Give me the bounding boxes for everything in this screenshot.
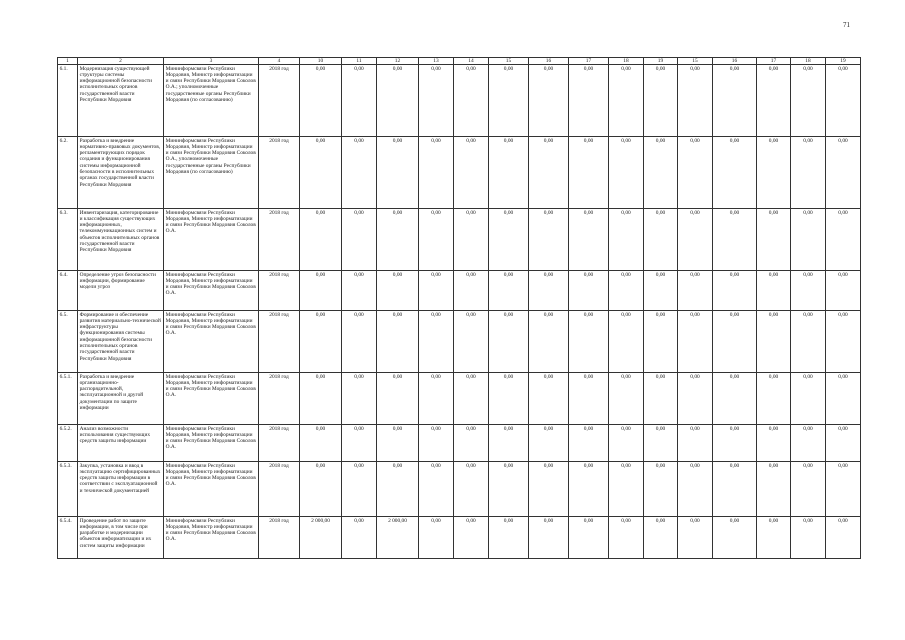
executor-cell: Мининформсвязи Республики Мордовия, Министр информатизации и связи Республики Мордовия Соколов О.А. [164,311,259,373]
value-cell: 0,00 [377,462,419,517]
value-cell: 0,00 [713,425,757,462]
value-cell: 0,00 [757,462,791,517]
year-cell: 2018 год [259,65,300,137]
value-cell: 0,00 [791,373,826,425]
value-cell: 0,00 [678,373,713,425]
value-cell: 0,00 [678,209,713,271]
value-cell: 0,00 [419,425,454,462]
header-cell: 13 [419,58,454,65]
value-cell: 0,00 [826,271,861,311]
value-cell: 0,00 [791,517,826,559]
year-cell: 2018 год [259,517,300,559]
value-cell: 0,00 [569,137,609,209]
header-cell: 16 [529,58,569,65]
value-cell: 0,00 [342,425,377,462]
value-cell: 0,00 [757,517,791,559]
value-cell: 0,00 [300,373,342,425]
value-cell: 0,00 [419,373,454,425]
row-number: 6.3. [58,209,78,271]
header-cell: 15 [489,58,529,65]
header-cell: 14 [454,58,489,65]
value-cell: 0,00 [454,311,489,373]
value-cell: 0,00 [529,271,569,311]
value-cell: 0,00 [300,311,342,373]
value-cell: 0,00 [644,137,678,209]
value-cell: 0,00 [377,271,419,311]
year-cell: 2018 год [259,462,300,517]
value-cell: 0,00 [529,311,569,373]
value-cell: 0,00 [529,462,569,517]
table-row [58,425,861,462]
value-cell: 0,00 [569,209,609,271]
value-cell: 0,00 [757,311,791,373]
value-cell: 0,00 [757,209,791,271]
value-cell: 0,00 [569,462,609,517]
value-cell: 0,00 [826,137,861,209]
table-row [58,311,861,373]
table-row [58,462,861,517]
value-cell: 0,00 [569,65,609,137]
header-cell: 2 [78,58,164,65]
value-cell: 0,00 [377,137,419,209]
value-cell: 0,00 [826,65,861,137]
value-cell: 0,00 [713,65,757,137]
year-cell: 2018 год [259,425,300,462]
value-cell: 0,00 [644,65,678,137]
year-cell: 2018 год [259,311,300,373]
value-cell: 0,00 [489,517,529,559]
executor-cell: Мининформсвязи Республики Мордовия, Министр информатизации и связи Республики Мордовия Соколов О.А. [164,373,259,425]
executor-cell: Мининформсвязи Республики Мордовия, Министр информатизации и связи Республики Мордовия Соколов О.А. [164,271,259,311]
header-cell: 10 [300,58,342,65]
value-cell: 0,00 [644,373,678,425]
value-cell: 0,00 [419,462,454,517]
value-cell: 0,00 [454,517,489,559]
header-cell: 16 [713,58,757,65]
value-cell: 0,00 [757,425,791,462]
value-cell: 0,00 [529,373,569,425]
value-cell: 0,00 [300,65,342,137]
value-cell: 0,00 [569,311,609,373]
value-cell: 0,00 [342,137,377,209]
value-cell: 0,00 [791,311,826,373]
value-cell: 0,00 [454,65,489,137]
value-cell: 0,00 [529,137,569,209]
value-cell: 0,00 [489,137,529,209]
value-cell: 0,00 [342,462,377,517]
value-cell: 0,00 [713,137,757,209]
value-cell: 0,00 [489,209,529,271]
year-cell: 2018 год [259,137,300,209]
value-cell: 0,00 [644,311,678,373]
value-cell: 0,00 [342,209,377,271]
value-cell: 0,00 [419,311,454,373]
measure-name: Модернизация существующей структуры системы информационной безопасности исполнительных органов государственной власти Республики Мордовия [78,65,164,137]
value-cell: 0,00 [791,462,826,517]
value-cell: 0,00 [342,311,377,373]
table-row [58,65,861,137]
value-cell: 0,00 [791,137,826,209]
value-cell: 0,00 [678,517,713,559]
measure-name: Определение угроз безопасности информации, формирование модели угроз [78,271,164,311]
value-cell: 0,00 [713,209,757,271]
value-cell: 0,00 [791,65,826,137]
measure-name: Разработка и внедрение нормативно-правовых документов, регламентирующих порядок создания и функционирования системы информационной безопасности в исполнительных органах государственной власти Республики Мордовия [78,137,164,209]
value-cell: 0,00 [489,271,529,311]
header-cell: 4 [259,58,300,65]
executor-cell: Мининформсвязи Республики Мордовия, Министр информатизации и связи Республики Мордовия Соколов О.А. [164,209,259,271]
value-cell: 0,00 [454,137,489,209]
measure-name: Анализ возможности использования существующих средств защиты информации [78,425,164,462]
header-cell: 19 [644,58,678,65]
value-cell: 0,00 [454,209,489,271]
header-cell: 17 [569,58,609,65]
value-cell: 0,00 [300,462,342,517]
row-number: 6.5.3. [58,462,78,517]
header-cell: 19 [826,58,861,65]
row-number: 6.2. [58,137,78,209]
table-body [58,65,861,559]
value-cell: 0,00 [713,373,757,425]
row-number: 6.5. [58,311,78,373]
value-cell: 0,00 [300,209,342,271]
value-cell: 0,00 [454,462,489,517]
value-cell: 0,00 [644,425,678,462]
value-cell: 0,00 [454,373,489,425]
measure-name: Проведение работ по защите информации, в том числе при разработке и модернизации объектов информатизации и их систем защиты информации [78,517,164,559]
row-number: 6.4. [58,271,78,311]
value-cell: 0,00 [678,311,713,373]
executor-cell: Мининформсвязи Республики Мордовия, Министр информатизации и связи Республики Мордовия Соколов О.А. [164,462,259,517]
year-cell: 2018 год [259,373,300,425]
header-cell: 1 [58,58,78,65]
value-cell: 0,00 [826,425,861,462]
value-cell: 0,00 [419,209,454,271]
row-number: 6.5.4. [58,517,78,559]
value-cell: 0,00 [569,373,609,425]
value-cell: 0,00 [377,373,419,425]
year-cell: 2018 год [259,209,300,271]
header-cell: 12 [377,58,419,65]
value-cell: 0,00 [342,517,377,559]
value-cell: 2 000,00 [377,517,419,559]
header-cell: 3 [164,58,259,65]
table-row [58,271,861,311]
value-cell: 2 000,00 [300,517,342,559]
value-cell: 0,00 [342,373,377,425]
value-cell: 0,00 [609,137,644,209]
value-cell: 0,00 [757,271,791,311]
value-cell: 0,00 [678,137,713,209]
value-cell: 0,00 [342,271,377,311]
header-cell: 18 [791,58,826,65]
value-cell: 0,00 [609,65,644,137]
value-cell: 0,00 [826,209,861,271]
value-cell: 0,00 [609,462,644,517]
value-cell: 0,00 [609,209,644,271]
value-cell: 0,00 [419,517,454,559]
value-cell: 0,00 [826,373,861,425]
value-cell: 0,00 [757,137,791,209]
year-cell: 2018 год [259,271,300,311]
value-cell: 0,00 [300,137,342,209]
value-cell: 0,00 [489,311,529,373]
value-cell: 0,00 [529,65,569,137]
value-cell: 0,00 [713,462,757,517]
value-cell: 0,00 [377,425,419,462]
value-cell: 0,00 [419,65,454,137]
row-number: 6.5.2. [58,425,78,462]
executor-cell: Мининформсвязи Республики Мордовия, Министр информатизации и связи Республики Мордовия Соколов О.А. [164,425,259,462]
value-cell: 0,00 [300,271,342,311]
value-cell: 0,00 [529,425,569,462]
value-cell: 0,00 [489,425,529,462]
header-cell: 11 [342,58,377,65]
value-cell: 0,00 [489,65,529,137]
value-cell: 0,00 [713,311,757,373]
value-cell: 0,00 [609,311,644,373]
value-cell: 0,00 [489,462,529,517]
value-cell: 0,00 [826,517,861,559]
measure-name: Разработка и внедрение организационно-распорядительной, эксплуатационной и другой документации по защите информации [78,373,164,425]
value-cell: 0,00 [713,271,757,311]
row-number: 6.1. [58,65,78,137]
value-cell: 0,00 [454,425,489,462]
value-cell: 0,00 [757,373,791,425]
measure-name: Инвентаризация, категорирование и классификация существующих информационных, телекоммуникационных систем и объектов исполнительных органов государственной власти Республики Мордовия [78,209,164,271]
executor-cell: Мининформсвязи Республики Мордовия, Министр информатизации и связи Республики Мордовия Соколов О.А. [164,517,259,559]
table-row [58,209,861,271]
value-cell: 0,00 [419,137,454,209]
table-row [58,373,861,425]
value-cell: 0,00 [791,271,826,311]
value-cell: 0,00 [377,65,419,137]
value-cell: 0,00 [713,517,757,559]
measure-name: Формирование и обеспечение развития материально-технической инфраструктуры функционирования системы информационной безопасности исполнительных органов государственной власти Республики Мордовия [78,311,164,373]
value-cell: 0,00 [609,517,644,559]
value-cell: 0,00 [678,65,713,137]
value-cell: 0,00 [644,517,678,559]
financing-table [57,57,861,559]
value-cell: 0,00 [644,209,678,271]
value-cell: 0,00 [529,209,569,271]
table-row [58,137,861,209]
value-cell: 0,00 [569,271,609,311]
row-number: 6.5.1. [58,373,78,425]
value-cell: 0,00 [826,462,861,517]
table-header-row [58,58,861,65]
value-cell: 0,00 [791,425,826,462]
header-cell: 17 [757,58,791,65]
value-cell: 0,00 [609,425,644,462]
value-cell: 0,00 [529,517,569,559]
measure-name: Закупка, установка и ввод в эксплуатацию сертифицированных средств защиты информации в соответствии с эксплуатационной и технической документацией [78,462,164,517]
value-cell: 0,00 [609,271,644,311]
value-cell: 0,00 [377,209,419,271]
value-cell: 0,00 [377,311,419,373]
executor-cell: Мининформсвязи Республики Мордовия, Министр информатизации и связи Республики Мордовия Соколов О.А.; уполномоченные государственные органы Республики Мордовия (по согласованию) [164,65,259,137]
header-cell: 15 [678,58,713,65]
value-cell: 0,00 [644,271,678,311]
value-cell: 0,00 [300,425,342,462]
value-cell: 0,00 [678,462,713,517]
value-cell: 0,00 [757,65,791,137]
executor-cell: Мининформсвязи Республики Мордовия, Министр информатизации и связи Республики Мордовия Соколов О.А., уполномоченные государственные органы Республики Мордовия (по согласованию) [164,137,259,209]
value-cell: 0,00 [419,271,454,311]
value-cell: 0,00 [489,373,529,425]
header-cell: 18 [609,58,644,65]
value-cell: 0,00 [454,271,489,311]
page-number: 71 [843,21,850,29]
value-cell: 0,00 [609,373,644,425]
value-cell: 0,00 [569,517,609,559]
value-cell: 0,00 [826,311,861,373]
value-cell: 0,00 [569,425,609,462]
table-row [58,517,861,559]
value-cell: 0,00 [791,209,826,271]
value-cell: 0,00 [678,271,713,311]
value-cell: 0,00 [678,425,713,462]
value-cell: 0,00 [342,65,377,137]
value-cell: 0,00 [644,462,678,517]
